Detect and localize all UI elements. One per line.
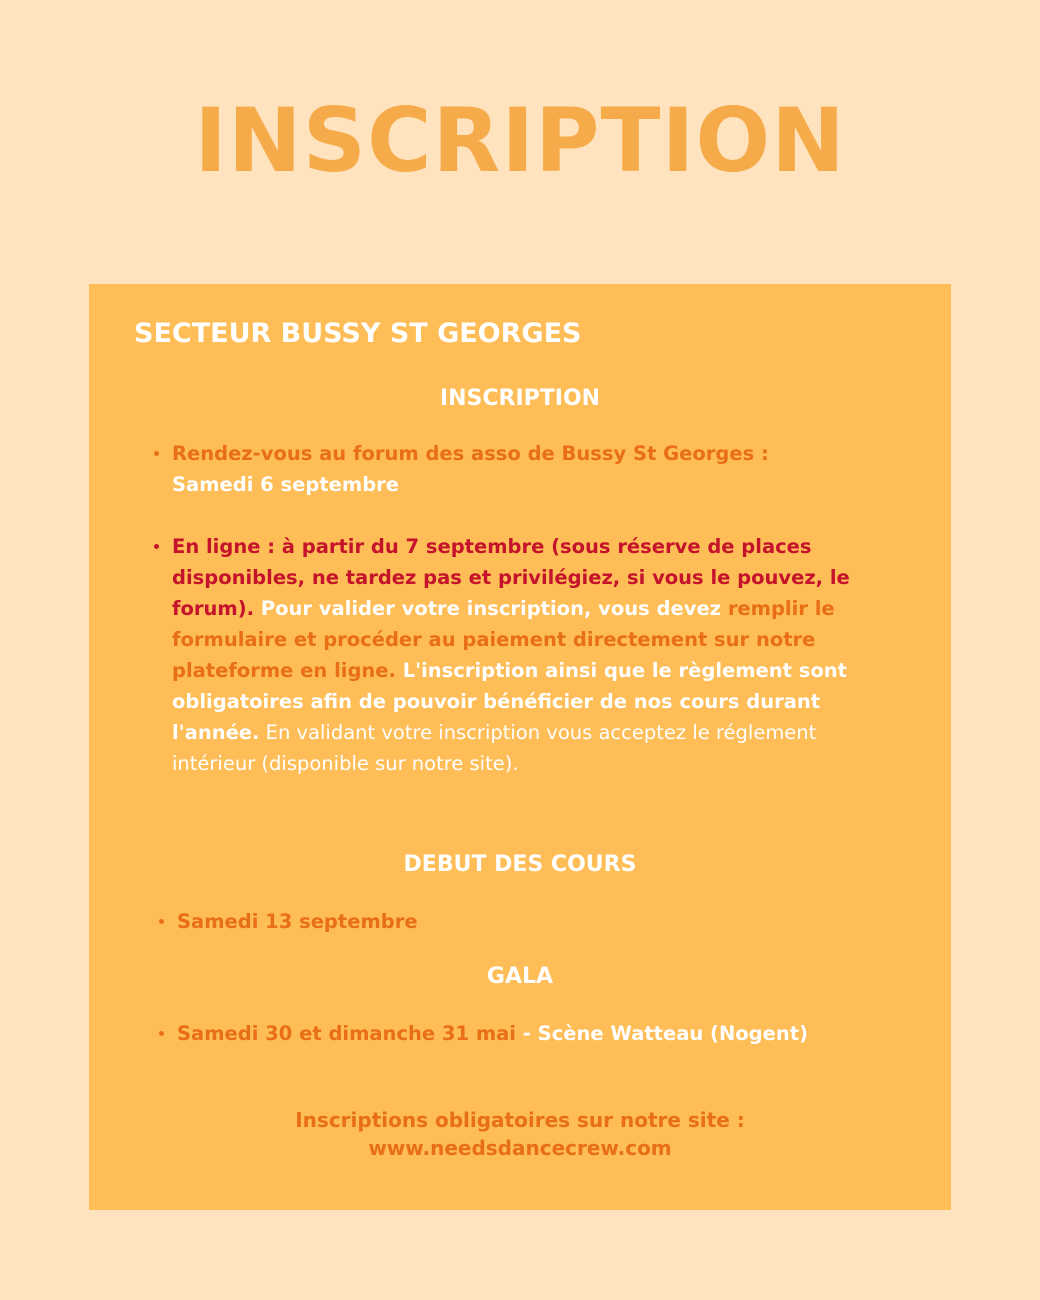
online-bullet-light-text: En validant votre inscription vous acceptez le réglement intérieur (disponible sur notre site). (172, 721, 817, 775)
inscription-heading: INSCRIPTION (439, 386, 601, 411)
footer-line-1: Inscriptions obligatoires sur notre site : (295, 1108, 745, 1132)
courses-heading: DEBUT DES COURS (403, 852, 637, 877)
online-bullet-red-text: En ligne : à partir du 7 septembre (sous réserve de places disponibles, ne tardez pas et privilégiez, si vous le pouvez, le forum). (172, 535, 850, 620)
bullet-dot (154, 544, 159, 549)
online-bullet-orange-text: remplir le formulaire et procéder au paiement directement sur notre plateforme en ligne. (172, 597, 835, 682)
courses-date: Samedi 13 septembre (177, 910, 418, 933)
forum-bullet-text: Rendez-vous au forum des asso de Bussy St Georges : (172, 442, 769, 465)
online-bullet (152, 531, 892, 779)
footer-note (89, 1106, 951, 1162)
courses-list (157, 906, 897, 937)
forum-bullet (152, 438, 892, 500)
inscription-list (152, 438, 892, 779)
gala-venue: - Scène Watteau (Nogent) (515, 1022, 808, 1045)
info-panel (89, 284, 951, 1210)
gala-list (157, 1018, 937, 1049)
gala-heading: GALA (486, 964, 554, 989)
page-title: INSCRIPTION (194, 89, 846, 192)
bullet-dot (159, 919, 164, 924)
gala-date: Samedi 30 et dimanche 31 mai (177, 1022, 516, 1045)
sector-title: SECTEUR BUSSY ST GEORGES (134, 318, 582, 349)
website-link[interactable]: www.needsdancecrew.com (368, 1136, 672, 1160)
online-bullet-white-text-2: L'inscription ainsi que le règlement sont obligatoires afin de pouvoir bénéficier de nos cours durant l'année. (172, 659, 847, 744)
courses-bullet (157, 906, 897, 937)
bullet-dot (154, 451, 159, 456)
bullet-dot (159, 1031, 164, 1036)
gala-bullet (157, 1018, 937, 1049)
online-bullet-white-text: Pour valider votre inscription, vous devez (254, 597, 728, 620)
forum-date: Samedi 6 septembre (172, 473, 399, 496)
